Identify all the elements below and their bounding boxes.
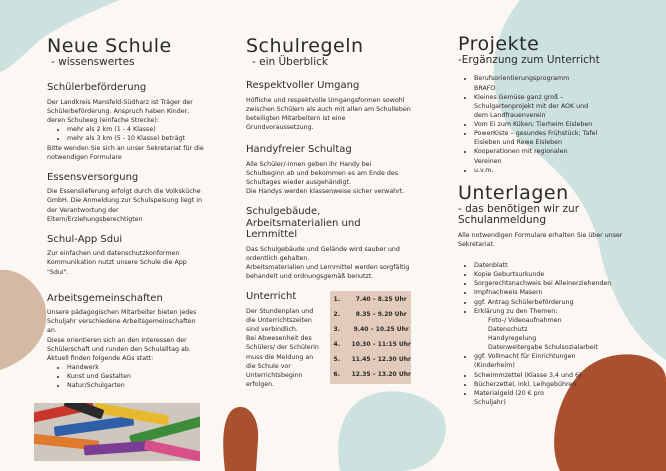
lesson-row: 1. 7.40 – 8.25 Uhr [333, 296, 407, 304]
lesson-row: 4. 10.30 – 11:15 Uhr [333, 341, 411, 349]
heading-arbeitsgemeinschaften: Arbeitsgemeinschaften [47, 292, 163, 304]
text-ag-3: Aktuell finden folgende AGs statt: [47, 354, 154, 362]
list-item: Foto-/ Videoaufnahmen [488, 316, 562, 324]
list-item: • Schwimmzettel (Klasse 3,4 und 6) [474, 371, 658, 380]
list-unterlagen-2 [458, 352, 658, 407]
text-formulare-sekretariat: Alle notwendigen Formulare erhalten Sie über unser Sekretariat. [458, 231, 623, 248]
list-item: Datenschutz [488, 325, 528, 333]
list-item: • mehr als 2 km (1 - 4 Klasse) [67, 125, 207, 134]
list-item: • Handwerk [67, 363, 207, 372]
heading-handyfreier-schultag: Handyfreier Schultag [246, 144, 352, 156]
crayons-photo [34, 403, 200, 461]
page-title-schulregeln: Schulregeln [246, 35, 364, 57]
list-unterlagen [458, 261, 658, 316]
list-item: • Berufsorientierungsprogramm BRAFO [474, 74, 584, 92]
heading-schul-app: Schul-App Sdui [47, 233, 123, 245]
list-item: • u.v.m. [474, 166, 658, 175]
heading-schulgebaeude: Schulgebäude, Arbeitsmaterialien und Lernmittel [246, 206, 361, 241]
list-item: • Datenblatt [474, 261, 658, 270]
lesson-times-table [330, 291, 411, 384]
lesson-row: 6. 12.35 – 13.20 Uhr [333, 371, 411, 379]
list-item: • Kleines Gemüse ganz groß – Schulgartenprojekt mit der AOK und dem Landfrauenverein [474, 93, 604, 120]
list-item: • Kunst und Gestalten [67, 372, 207, 381]
list-distance [47, 125, 207, 143]
text-respektvoller-umgang: Höfliche und respektvolle Umgangsformen sowohl zwischen Schülern als auch mit allen am Schulleben beteiligten Mitarbeitern ist eine Grundvoraussetzung. [246, 96, 411, 132]
text-schulgebaeude-2: Arbeitsmaterialien und Lernmittel werden sorgfältig behandelt und ordnungsgemäß benutzt. [246, 264, 410, 281]
text-formulare: Bitte wenden Sie sich an unser Sekretariat für die notwendigen Formulare [47, 144, 204, 161]
page-title-projekte: Projekte [458, 33, 540, 55]
text-unterricht-2: Bei Abwesenheit des Schülers/ der Schülerin muss die Meldung an die Schule vor Unterrichtsbeginn erfolgen. [246, 335, 319, 388]
list-projekte [458, 74, 658, 174]
text-schul-app: Zur einfachen und datenschutzkonformen Kommunikation nutzt unsere Schule die App "Sdui". [47, 250, 187, 276]
list-item: • PowerKiste – gesundes Frühstück; Tafel Eisleben und Rewe Eisleben [474, 129, 604, 147]
heading-essensversorgung: Essensversorgung [47, 171, 139, 183]
list-item: • Vom Ei zum Küken; Tierheim Eisleben [474, 120, 658, 129]
heading-unterricht: Unterricht [246, 291, 297, 303]
subtitle-schulanmeldung: - das benötigen wir zur Schulanmeldung [458, 202, 580, 227]
list-item: • Sorgerechtsnachweis bei Alleinerziehenden [474, 279, 658, 288]
list-item: Datenweitergabe Schulsozialarbeit [488, 344, 598, 352]
text-handy-2: Die Handys werden klassenweise sicher verwahrt. [246, 188, 405, 196]
text-schuelerbefoerderung: Der Landkreis Mansfeld-Südharz ist Träger der Schülerbeförderung. Anspruch haben Kinder, deren Schulweg (einfache Strecke): [47, 98, 193, 125]
list-item: • mehr als 3 km (5 - 10 Klasse) beträgt [67, 134, 207, 143]
subtitle-ueberblick: - ein Überblick [252, 55, 328, 68]
list-item: Handyregelung [488, 335, 537, 343]
text-ag-1: Unsere pädagogischen Mitarbeiter bieten jedes Schuljahr verschiedene Arbeitsgemeinschaften an. [47, 309, 197, 335]
text-unterricht-1: Der Stundenplan und die Unterrichtszeiten sind verbindlich. [246, 307, 314, 334]
list-item: • Kopie Geburtsurkunde [474, 270, 658, 279]
list-item: • Natur/Schulgarten [67, 381, 207, 390]
teal-blob-bottom-middle [338, 391, 446, 471]
column-neue-schule [47, 0, 207, 390]
list-item: • Impfnachweis Masern [474, 288, 658, 297]
list-item: • ggf. Vollmacht für Einrichtungen (Kinderheim) [474, 352, 614, 370]
list-item: • Kooperationen mit regionalen Vereinen [474, 147, 584, 165]
heading-schuelerbefoerderung: Schülerbeförderung [47, 82, 147, 94]
subtitle-ergaenzung: -Ergänzung zum Unterricht [458, 53, 600, 66]
list-item: • Bücherzettel, inkl. Leihgebühren [474, 380, 658, 389]
page-title-neue-schule: Neue Schule [47, 35, 172, 57]
rust-blob-bottom-middle [223, 407, 258, 471]
column-schulregeln [246, 0, 411, 389]
tan-blob-left [0, 270, 46, 370]
text-schulgebaeude-1: Das Schulgebäude und Gelände wird sauber und ordentlich gehalten. [246, 245, 400, 263]
lesson-row: 2. 8.35 – 9.20 Uhr [333, 311, 407, 319]
list-item: • ggf. Antrag Schülerbeförderung [474, 298, 658, 307]
list-erklaerung-themen [458, 316, 658, 353]
lesson-row: 3. 9.40 – 10.25 Uhr [333, 326, 409, 334]
list-item: • Erklärung zu den Themen: [474, 307, 658, 316]
list-ags [47, 363, 207, 390]
page-title-unterlagen: Unterlagen [458, 181, 569, 204]
text-essensversorgung: Die Essenslieferung erfolgt durch die Volksküche GmbH. Die Anmeldung zur Schulspeisung liegt in der Verantwortung der Eltern/Erziehungsberechtigten [47, 188, 202, 223]
text-ag-2: Diese orientieren sich an den Interessen der Schülerschaft und runden den Schulalltag ab. [47, 336, 191, 353]
lesson-row: 5. 11.45 – 12.30 Uhr [333, 356, 411, 364]
list-item: • Materialgeld (20 € pro Schuljahr) [474, 389, 554, 407]
heading-respektvoller-umgang: Respektvoller Umgang [246, 80, 360, 92]
column-projekte [458, 0, 658, 407]
subtitle-wissenswertes: - wissenswertes [51, 55, 135, 68]
text-handy-1: Alle Schüler/-innen geben ihr Handy bei Schulbeginn ab und bekommen es am Ende des Schultages wieder ausgehändigt. [246, 160, 399, 187]
